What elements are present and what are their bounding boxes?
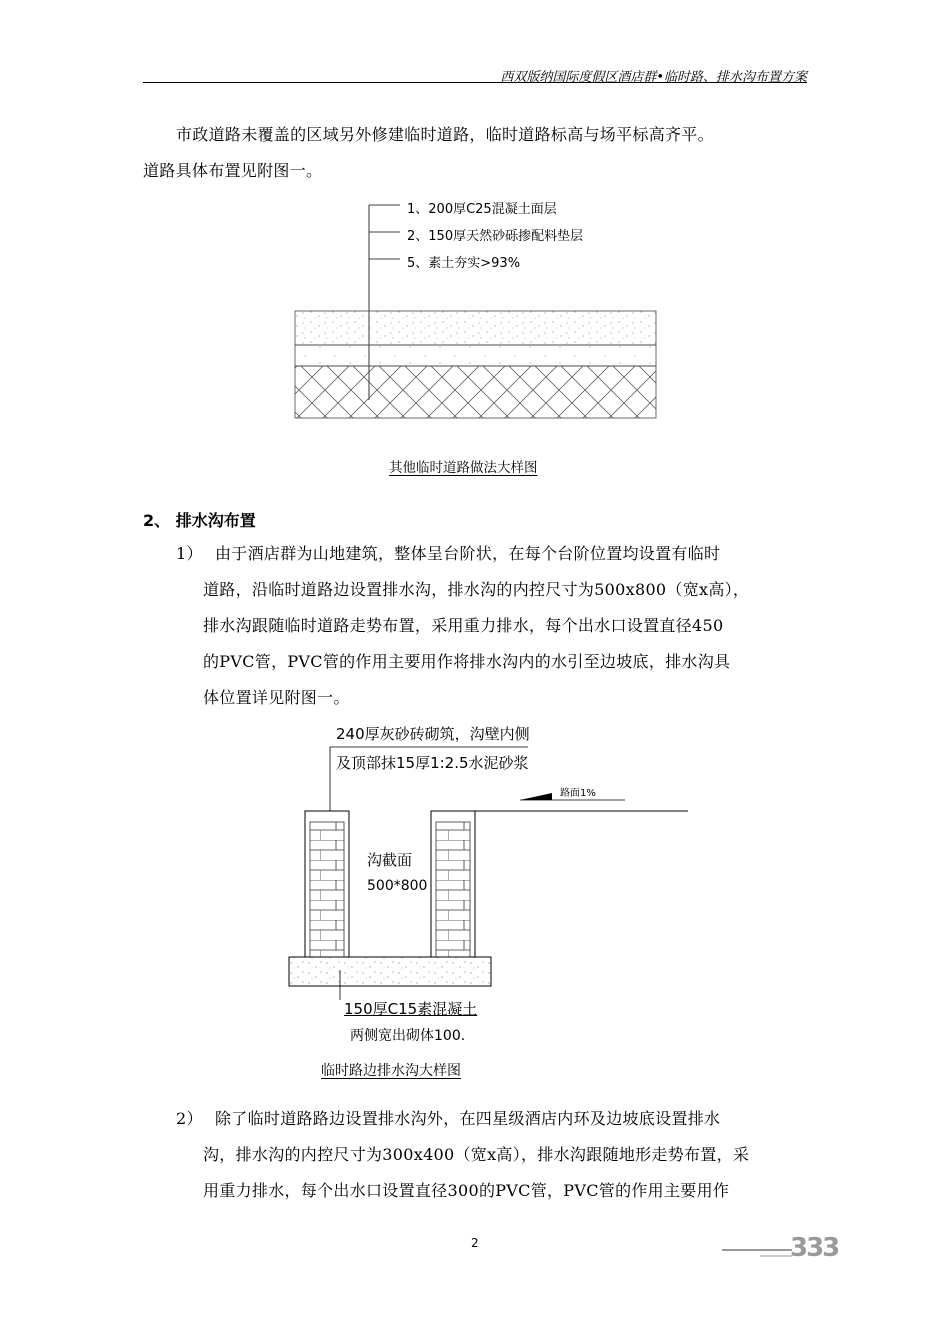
item-1-line-2: 道路，沿临时道路边设置排水沟，排水沟的内控尺寸为500x800（宽x高）， — [203, 580, 750, 599]
ditch-section-drawing — [0, 700, 950, 1000]
footer-logo — [720, 1228, 839, 1266]
section-2-title: 2、 排水沟布置 — [143, 511, 256, 530]
ditch-base-label-1: 150厚C15素混凝土 — [344, 1000, 478, 1018]
intro-line-2: 道路具体布置见附图一。 — [143, 161, 323, 180]
road-layer-label-2: 2、150厚天然砂砾掺配料垫层 — [407, 229, 584, 244]
road-layer-label-1: 1、200厚C25混凝土面层 — [407, 202, 557, 217]
item-1-line-3: 排水沟跟随临时道路走势布置，采用重力排水，每个出水口设置直径450 — [203, 616, 724, 635]
header-title: 西双版纳国际度假区酒店群•临时路、排水沟布置方案 — [500, 70, 807, 85]
intro-line-1: 市政道路未覆盖的区域另外修建临时道路，临时道路标高与场平标高齐平。 — [176, 125, 714, 144]
item-2-marker: 2） — [176, 1109, 203, 1128]
road-detail-caption: 其他临时道路做法大样图 — [389, 460, 538, 476]
ditch-wall-label-2: 及顶部抹15厚1:2.5水泥砂浆 — [336, 754, 529, 772]
ditch-section-label: 沟截面 — [367, 851, 413, 869]
page-number: 2 — [471, 1236, 479, 1250]
item-2-line-3: 用重力排水，每个出水口设置直径300的PVC管，PVC管的作用主要用作 — [203, 1181, 730, 1200]
footer-logo-text: 333 — [790, 1233, 839, 1263]
item-1-marker: 1） — [176, 544, 203, 563]
road-layer-label-3: 5、素土夯实>93% — [407, 256, 521, 271]
ditch-base-label-2: 两侧宽出砌体100. — [350, 1028, 466, 1044]
ditch-detail-caption: 临时路边排水沟大样图 — [321, 1063, 461, 1079]
item-1-line-4: 的PVC管，PVC管的作用主要用作将排水沟内的水引至边坡底，排水沟具 — [203, 652, 731, 671]
item-2-line-1: 除了临时道路路边设置排水沟外，在四星级酒店内环及边坡底设置排水 — [215, 1109, 721, 1128]
item-1-line-5: 体位置详见附图一。 — [203, 688, 350, 707]
ditch-size-label: 500*800 — [367, 878, 428, 894]
road-slope-label: 路面1% — [560, 788, 596, 799]
ditch-wall-label-1: 240厚灰砂砖砌筑，沟壁内侧 — [336, 725, 530, 743]
item-2-line-2: 沟，排水沟的内控尺寸为300x400（宽x高），排水沟跟随地形走势布置，采 — [203, 1145, 750, 1164]
item-1-line-1: 由于酒店群为山地建筑，整体呈台阶状，在每个台阶位置均设置有临时 — [215, 544, 721, 563]
